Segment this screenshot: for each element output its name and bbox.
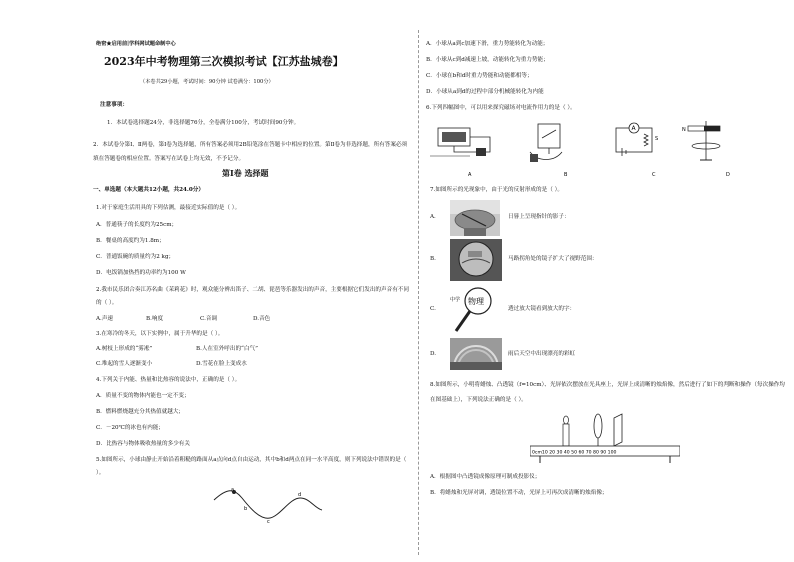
q3-option-a: A.树枝上形成的“雾凇” xyxy=(96,346,153,352)
magnifier-big-text: 物理 xyxy=(468,297,484,306)
question-4-stem: 4.下列关于内能、热量和比热容的说法中，正确的是（ ）。 xyxy=(96,377,241,383)
confidential-header: 绝密★启用前|学科网试题命制中心 xyxy=(96,41,176,47)
q5-option-a: A．小球从a到c加速下滑，重力势能转化为动能； xyxy=(426,41,549,47)
q1-option-c: C．普通饭碗的质量约为2 kg； xyxy=(96,254,175,260)
pole-label-s: S xyxy=(655,136,659,142)
question-5-stem: 5.如图所示，小球由静止开始沿着粗糙的路面从a点向d点自由运动，其中b和d两点在同一水平高度，则下列说法中错误的是（ ）。 xyxy=(96,457,407,476)
screen-icon xyxy=(614,414,622,446)
q6-figure-a xyxy=(430,128,490,156)
q2-option-a: A.声速 xyxy=(96,316,114,322)
exam-title: 2023年中考物理第三次模拟考试【江苏盐城卷】 xyxy=(104,55,344,68)
sundial-photo xyxy=(450,200,500,236)
q5-option-b: B．小球从c到d减速上坡，动能转化为重力势能； xyxy=(426,57,549,63)
q6-label-a: A xyxy=(468,172,472,178)
q6-label-d: D xyxy=(726,172,730,178)
right-column xyxy=(420,0,794,562)
q7-option-c-text: 透过放大镜看到放大的字： xyxy=(508,306,576,312)
candle-icon xyxy=(563,424,569,446)
q7-option-c-letter: C. xyxy=(430,306,436,312)
q2-option-d: D.音色 xyxy=(253,316,271,322)
q3-option-d: D.雪花在脸上变成水 xyxy=(196,361,247,367)
q3-option-b: B.人在室外呼出的“白气” xyxy=(196,346,258,352)
track-label-c: c xyxy=(267,519,270,524)
note-2: 2．本试卷分第Ⅰ、Ⅱ两卷，第Ⅰ卷为选择题，所有答案必须用2B铅笔涂在答题卡中相应的位置。第Ⅱ卷为非选择题，所有答案必须填在答题卷的相应位置。答案写在试卷上均无效，不予记分。 xyxy=(93,142,408,162)
q7-option-b-text: 马路拐角处的镜子扩大了视野范围： xyxy=(508,256,598,262)
q1-option-d: D．电饭锅加热挡的功率约为100 W xyxy=(96,270,186,276)
q8-option-a: A．根据图中凸透镜成像原理可制成投影仪； xyxy=(430,474,541,480)
note-1: 1．本试卷选择题24分，非选择题76分，全卷满分100分，考试时间90分钟。 xyxy=(107,120,300,126)
q5-option-c: C．小球在b和d时重力势能和动能都相等； xyxy=(426,73,533,79)
q6-figure-c xyxy=(616,123,658,156)
q4-option-c: C．－20℃的冰也有内能； xyxy=(96,425,164,431)
convex-lens-icon xyxy=(594,414,602,438)
q2-option-c: C.音调 xyxy=(200,316,218,322)
q7-option-b-letter: B. xyxy=(430,256,436,262)
q5-option-d: D．小球从a到d的过程中部分机械能转化为内能 xyxy=(426,89,544,95)
ammeter-label: A xyxy=(631,125,636,132)
magnifier-illustration xyxy=(450,285,500,335)
q7-option-d-letter: D. xyxy=(430,351,437,357)
section-title: 第Ⅰ卷 选择题 xyxy=(222,168,269,178)
section-part: 一、单选题（本大题共12小题，共24.0分） xyxy=(93,187,204,193)
q7-option-a-text: 日晷上呈现指针的影子： xyxy=(508,214,570,220)
candle-flame-icon xyxy=(564,416,569,424)
q7-option-a-letter: A. xyxy=(430,214,436,220)
magnifier-small-text: 中学 xyxy=(450,297,461,303)
q1-option-a: A．普通筷子的长度约为25cm； xyxy=(96,222,178,228)
optical-bench-figure xyxy=(530,412,680,464)
q2-option-b: B.响度 xyxy=(146,316,164,322)
q4-option-d: D．比热容与物体吸收热量的多少有关 xyxy=(96,441,190,447)
q6-figures xyxy=(430,118,784,180)
q8-option-b: B．将蜡烛和光屏对调，透镜位置不动，光屏上可再次成清晰的烛焰像； xyxy=(430,490,608,496)
q4-option-b: B．燃料燃烧越充分其热值就越大； xyxy=(96,409,185,415)
track-label-a: a xyxy=(231,488,235,493)
pole-label-n: N xyxy=(682,127,686,133)
q6-label-b: B xyxy=(564,172,568,178)
q1-option-b: B．餐桌的高度约为1.8m； xyxy=(96,238,165,244)
q6-figure-d xyxy=(682,121,720,160)
question-2-stem: 2.我市民乐团合奏江苏名曲《茉莉花》时，观众能分辨出笛子、二胡、琵琶等乐器发出的声音，主要根据它们发出的声音有不同的（ ）。 xyxy=(96,287,409,306)
question-6-stem: 6.下列四幅图中，可以用来探究磁场对电流作用力的是（ ）。 xyxy=(426,105,576,111)
question-3-stem: 3.在寒冷的冬天，以下实例中，属于升华的是（ ）。 xyxy=(96,331,224,337)
q6-figure-b xyxy=(530,124,562,162)
q4-option-a: A．质量不变的物体内能也一定不变； xyxy=(96,393,190,399)
q3-option-c: C.堆起的雪人逐渐变小 xyxy=(96,361,153,367)
q7-option-d-text: 雨后天空中出现漂亮的彩虹 xyxy=(508,351,576,357)
track-label-d: d xyxy=(298,492,302,498)
track-label-b: b xyxy=(244,506,248,512)
column-divider xyxy=(418,30,419,555)
q6-label-c: C xyxy=(652,172,656,178)
question-8-stem: 8.如图所示，小明将蜡烛、凸透镜（f=10cm）、光屏依次摆放在光具座上，光屏上成清晰的烛焰像，然后进行了如下的判断和操作（每次操作均在图基础上），下列说法正确的是（ ）。 xyxy=(430,382,785,403)
question-7-stem: 7.如图所示的光现象中，由于光的反射形成的是（ ）。 xyxy=(430,187,563,193)
ruler-scale-text: 0cm10 20 30 40 50 60 70 80 90 100 xyxy=(532,450,617,456)
notes-heading: 注意事项： xyxy=(100,102,128,108)
exam-subtitle: （本卷共29小题，考试时间：90分钟 试卷满分：100分） xyxy=(140,79,274,85)
question-1-stem: 1.对于家庭生活用具的下列估测，最接近实际值的是（ ）。 xyxy=(96,205,241,211)
track-figure xyxy=(212,488,324,524)
rainbow-photo xyxy=(450,338,502,370)
convex-mirror-photo xyxy=(450,239,502,281)
